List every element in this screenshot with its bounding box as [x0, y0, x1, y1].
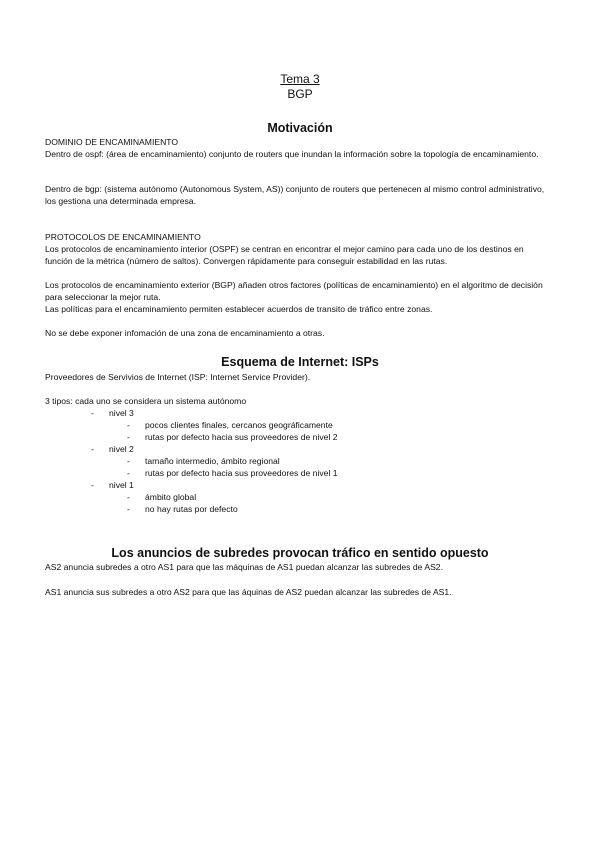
esquema-tipos: 3 tipos: cada uno se considera un sistema autónomo	[45, 396, 247, 406]
anuncios-paragraph-1: AS2 anuncia subredes a otro AS1 para que las máquinas de AS1 puedan alcanzar las subredes de AS2.	[45, 562, 443, 572]
anuncios-paragraph-2: AS1 anuncia sus subredes a otro AS2 para que las áquinas de AS2 puedan alcanzar las subredes de AS1.	[45, 587, 452, 597]
esquema-intro: Proveedores de Servivios de Internet (ISP: Internet Service Provider).	[45, 372, 311, 382]
list-dash: -	[127, 468, 130, 478]
list-dash: -	[127, 420, 130, 430]
level-subitem: no hay rutas por defecto	[145, 504, 238, 514]
level-subitem: rutas por defecto hacia sus proveedores de nivel 2	[145, 432, 338, 442]
list-dash: -	[127, 504, 130, 514]
section-heading-anuncios: Los anuncios de subredes provocan tráfico en sentido opuesto	[111, 546, 489, 560]
level-item: nivel 3	[109, 408, 134, 418]
protocolos-title: PROTOCOLOS DE ENCAMINAMIENTO	[45, 232, 201, 242]
list-dash: -	[127, 456, 130, 466]
protocolos-paragraph-1: Los protocolos de encaminamiento interior (OSPF) se centran en encontrar el mejor camino para cada uno de los destinos en función de la métrica (número de saltos). Convergen rápidamente para conseguir estabilidad en las rutas.	[45, 244, 524, 266]
level-subitem: tamaño intermedio, ámbito regional	[145, 456, 280, 466]
protocolos-paragraph-4: No se debe exponer infomación de una zona de encaminamiento a otras.	[45, 328, 325, 338]
list-dash: -	[91, 480, 94, 490]
level-item: nivel 2	[109, 444, 134, 454]
list-dash: -	[91, 444, 94, 454]
protocolos-paragraph-2: Los protocolos de encaminamiento exterior (BGP) añaden otros factores (políticas de encaminamiento) en el algoritmo de decisión para seleccionar la mejor ruta.	[45, 280, 543, 302]
list-dash: -	[127, 492, 130, 502]
level-subitem: rutas por defecto hacia sus proveedores de nivel 1	[145, 468, 338, 478]
level-subitem: pocos clientes finales, cercanos geográficamente	[145, 420, 333, 430]
dominio-paragraph-2: Dentro de bgp: (sistema autónomo (Autonomous System, AS)) conjunto de routers que pertenecen al mismo control administrativo, los gestiona una determinada empresa.	[45, 184, 545, 206]
list-dash: -	[91, 408, 94, 418]
protocolos-paragraph-3: Las políticas para el encaminamiento permiten establecer acuerdos de transito de tráfico entre zonas.	[45, 304, 433, 314]
section-heading-motivacion: Motivación	[267, 121, 333, 135]
doc-subtitle: BGP	[287, 87, 313, 101]
level-item: nivel 1	[109, 480, 134, 490]
doc-title-tema: Tema 3	[280, 72, 320, 86]
dominio-paragraph-1: Dentro de ospf: (área de encaminamiento) conjunto de routers que inundan la información sobre la topología de encaminamiento.	[45, 149, 539, 159]
level-subitem: ámbito global	[145, 492, 197, 502]
section-heading-esquema: Esquema de Internet: ISPs	[221, 355, 379, 369]
dominio-title: DOMINIO DE ENCAMINAMIENTO	[45, 137, 179, 147]
list-dash: -	[127, 432, 130, 442]
